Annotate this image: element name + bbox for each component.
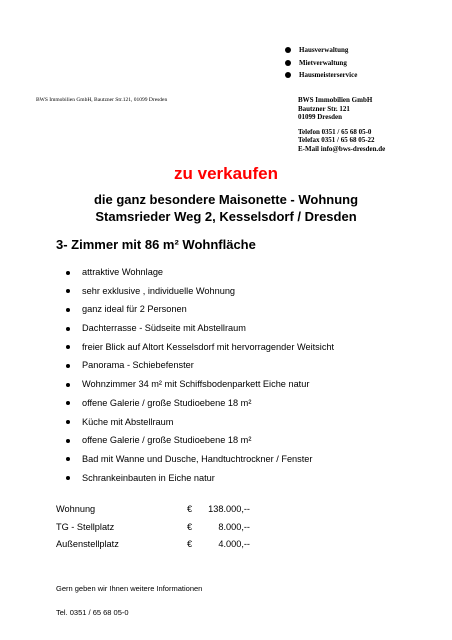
feature-text: attraktive Wohnlage xyxy=(82,267,164,277)
feature-item xyxy=(66,300,334,319)
price-currency: € xyxy=(187,539,193,549)
feature-item xyxy=(66,263,334,282)
feature-item xyxy=(66,450,334,469)
company-name: BWS Immobilien GmbH xyxy=(298,96,373,104)
price-label: Außenstellplatz xyxy=(56,539,119,549)
feature-item xyxy=(66,282,334,301)
feature-text: Wohnzimmer 34 m² mit Schiffsbodenparkett Eiche natur xyxy=(82,379,310,390)
feature-text: offene Galerie / große Studioebene 18 m² xyxy=(82,397,252,408)
feature-text: Küche mit Abstellraum xyxy=(82,416,174,427)
price-label: Wohnung xyxy=(56,504,96,514)
feature-text: Panorama - Schiebefenster xyxy=(82,360,194,371)
bullet-icon xyxy=(66,271,70,275)
company-email[interactable]: E-Mail info@bws-dresden.de xyxy=(298,144,386,153)
service-item xyxy=(283,44,357,57)
contact-phone: Tel. 0351 / 65 68 05-0 xyxy=(56,608,129,617)
subtitle-line-2: Stamsrieder Weg 2, Kesselsdorf / Dresden xyxy=(95,209,357,224)
price-currency: € xyxy=(187,504,193,514)
feature-text: Dachterrasse - Südseite mit Abstellraum xyxy=(82,323,246,334)
feature-item xyxy=(66,356,334,375)
services-list xyxy=(283,44,357,82)
rooms-heading: 3- Zimmer mit 86 m² Wohnfläche xyxy=(56,237,256,252)
feature-item xyxy=(66,413,334,432)
feature-item xyxy=(66,338,334,357)
bullet-icon xyxy=(66,439,70,443)
feature-text: sehr exklusive , individuelle Wohnung xyxy=(82,285,236,296)
service-item xyxy=(283,69,357,82)
bullet-icon xyxy=(66,420,70,424)
price-currency: € xyxy=(187,521,193,532)
company-phone: Telefon 0351 / 65 68 05-0 xyxy=(298,127,372,136)
feature-text: freier Blick auf Altort Kesselsdorf mit hervorragender Weitsicht xyxy=(82,341,335,352)
sender-line: BWS Immobilien GmbH, Bautzner Str.121, 01099 Dresden xyxy=(36,97,168,103)
price-label: TG - Stellplatz xyxy=(56,521,115,532)
feature-item xyxy=(66,375,334,394)
service-label: Mietverwaltung xyxy=(299,58,347,67)
bullet-icon xyxy=(66,476,70,480)
subtitle xyxy=(0,191,452,225)
feature-item xyxy=(66,469,334,488)
bullet-icon xyxy=(66,345,70,349)
feature-text: offene Galerie / große Studioebene 18 m² xyxy=(82,435,252,446)
price-amount: 8.000,-- xyxy=(218,521,250,532)
bullet-icon xyxy=(66,364,70,368)
company-address xyxy=(298,96,385,154)
feature-item xyxy=(66,319,334,338)
bullet-icon xyxy=(66,457,70,461)
features-list xyxy=(66,263,334,487)
headline: zu verkaufen xyxy=(174,164,278,183)
bullet-icon xyxy=(285,72,291,78)
bullet-icon xyxy=(66,289,70,293)
bullet-icon xyxy=(66,401,70,405)
contact-note: Gern geben wir Ihnen weitere Informationen xyxy=(56,584,203,593)
service-item xyxy=(283,57,357,70)
feature-text: ganz ideal für 2 Personen xyxy=(82,304,187,315)
company-fax: Telefax 0351 / 65 68 05-22 xyxy=(298,136,375,145)
service-label: Hausverwaltung xyxy=(299,46,349,54)
bullet-icon xyxy=(66,383,70,387)
bullet-icon xyxy=(66,308,70,312)
subtitle-line-1: die ganz besondere Maisonette - Wohnung xyxy=(93,192,359,207)
feature-text: Bad mit Wanne und Dusche, Handtuchtrockner / Fenster xyxy=(82,453,313,464)
company-city: 01099 Dresden xyxy=(298,113,343,122)
feature-item xyxy=(66,431,334,450)
feature-item xyxy=(66,394,334,413)
bullet-icon xyxy=(66,327,70,331)
bullet-icon xyxy=(285,60,291,66)
price-amount: 138.000,-- xyxy=(208,504,250,514)
company-street: Bautzner Str. 121 xyxy=(298,104,350,113)
feature-text: Schrankeinbauten in Eiche natur xyxy=(82,472,215,483)
service-label: Hausmeisterservice xyxy=(299,71,358,79)
bullet-icon xyxy=(285,47,291,53)
price-amount: 4.000,-- xyxy=(218,539,250,549)
